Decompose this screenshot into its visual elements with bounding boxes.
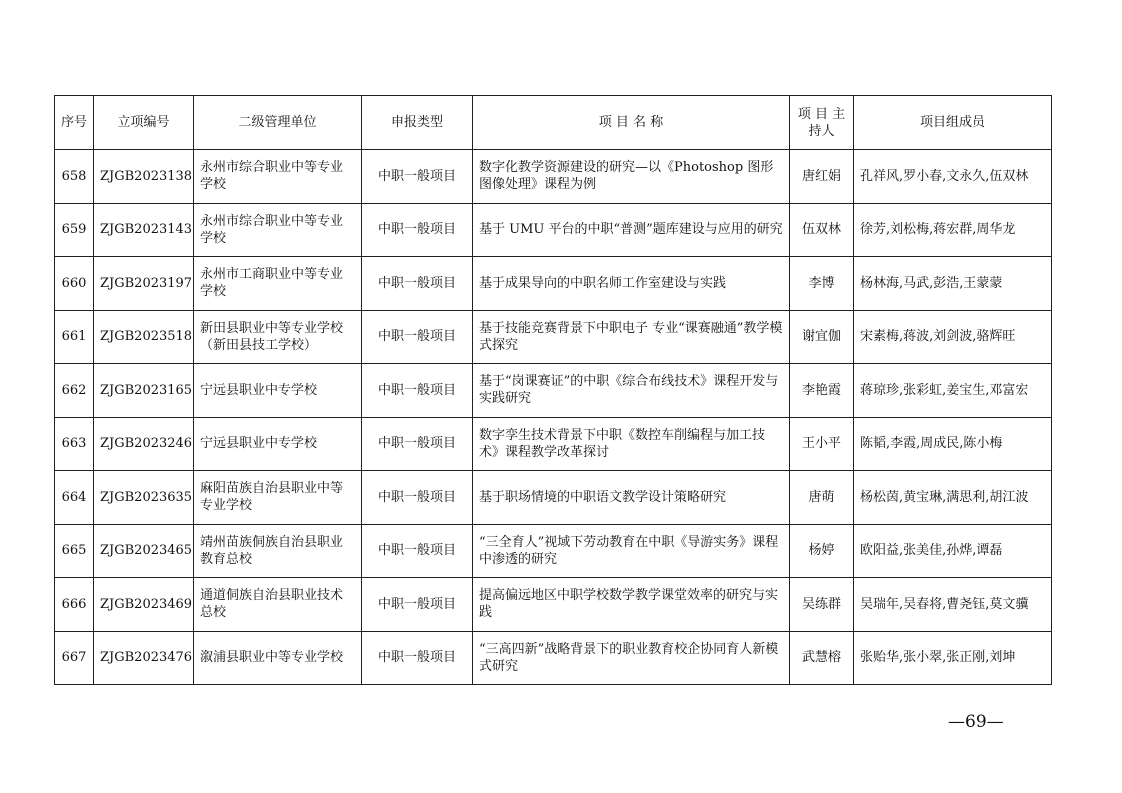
cell-unit: 宁远县职业中专学校 (194, 417, 362, 471)
table-row (55, 257, 1052, 311)
cell-project-name: 基于职场情境的中职语文教学设计策略研究 (473, 471, 790, 525)
cell-project-name: 提高偏远地区中职学校数学教学课堂效率的研究与实践 (473, 578, 790, 632)
cell-project-name: 基于技能竞赛背景下中职电子 专业“课赛融通”教学模式探究 (473, 310, 790, 364)
cell-type: 中职一般项目 (362, 150, 473, 204)
cell-host: 李博 (790, 257, 854, 311)
page-number: —69— (948, 712, 1004, 732)
cell-unit: 靖州苗族侗族自治县职业教育总校 (194, 524, 362, 578)
cell-members: 杨林海,马武,彭浩,王蒙蒙 (854, 257, 1052, 311)
cell-host: 杨婷 (790, 524, 854, 578)
cell-type: 中职一般项目 (362, 471, 473, 525)
cell-type: 中职一般项目 (362, 417, 473, 471)
table-row (55, 631, 1052, 685)
cell-host: 武慧榕 (790, 631, 854, 685)
cell-members: 杨松茵,黄宝琳,满思利,胡江波 (854, 471, 1052, 525)
cell-seq: 659 (55, 203, 94, 257)
header-name: 项 目 名 称 (473, 96, 790, 150)
cell-members: 蒋琼珍,张彩虹,姜宝生,邓富宏 (854, 364, 1052, 418)
cell-host: 伍双林 (790, 203, 854, 257)
cell-project-name: 数字孪生技术背景下中职《数控车削编程与加工技术》课程教学改革探讨 (473, 417, 790, 471)
cell-host: 李艳霞 (790, 364, 854, 418)
cell-type: 中职一般项目 (362, 631, 473, 685)
cell-members: 孔祥风,罗小春,文永久,伍双林 (854, 150, 1052, 204)
cell-seq: 666 (55, 578, 94, 632)
header-seq: 序号 (55, 96, 94, 150)
cell-unit: 永州市综合职业中等专业学校 (194, 150, 362, 204)
cell-seq: 665 (55, 524, 94, 578)
cell-host: 谢宜伽 (790, 310, 854, 364)
cell-seq: 664 (55, 471, 94, 525)
cell-host: 唐红娟 (790, 150, 854, 204)
table-row (55, 310, 1052, 364)
table-row (55, 364, 1052, 418)
cell-seq: 663 (55, 417, 94, 471)
cell-code: ZJGB2023138 (94, 150, 194, 204)
cell-type: 中职一般项目 (362, 578, 473, 632)
cell-unit: 永州市工商职业中等专业学校 (194, 257, 362, 311)
cell-host: 王小平 (790, 417, 854, 471)
table-row (55, 203, 1052, 257)
table-row (55, 471, 1052, 525)
table-row (55, 417, 1052, 471)
cell-project-name: “三全育人”视域下劳动教育在中职《导游实务》课程中渗透的研究 (473, 524, 790, 578)
cell-seq: 662 (55, 364, 94, 418)
cell-seq: 661 (55, 310, 94, 364)
cell-code: ZJGB2023469 (94, 578, 194, 632)
cell-members: 张贻华,张小翠,张正刚,刘坤 (854, 631, 1052, 685)
cell-type: 中职一般项目 (362, 203, 473, 257)
cell-code: ZJGB2023476 (94, 631, 194, 685)
cell-code: ZJGB2023197 (94, 257, 194, 311)
cell-members: 宋素梅,蒋波,刘剑波,骆辉旺 (854, 310, 1052, 364)
table-row (55, 150, 1052, 204)
cell-seq: 660 (55, 257, 94, 311)
cell-project-name: 基于成果导向的中职名师工作室建设与实践 (473, 257, 790, 311)
cell-unit: 新田县职业中等专业学校（新田县技工学校） (194, 310, 362, 364)
table-row (55, 524, 1052, 578)
cell-unit: 永州市综合职业中等专业学校 (194, 203, 362, 257)
header-members: 项目组成员 (854, 96, 1052, 150)
cell-unit: 麻阳苗族自治县职业中等专业学校 (194, 471, 362, 525)
header-type: 申报类型 (362, 96, 473, 150)
table-row (55, 578, 1052, 632)
cell-host: 唐萌 (790, 471, 854, 525)
cell-code: ZJGB2023246 (94, 417, 194, 471)
cell-members: 欧阳益,张美佳,孙烨,谭磊 (854, 524, 1052, 578)
cell-members: 陈韬,李霞,周成民,陈小梅 (854, 417, 1052, 471)
cell-project-name: 数字化教学资源建设的研究—以《Photoshop 图形图像处理》课程为例 (473, 150, 790, 204)
cell-code: ZJGB2023465 (94, 524, 194, 578)
projects-table (54, 95, 1052, 685)
cell-type: 中职一般项目 (362, 364, 473, 418)
cell-project-name: 基于 UMU 平台的中职“普测”题库建设与应用的研究 (473, 203, 790, 257)
header-unit: 二级管理单位 (194, 96, 362, 150)
cell-code: ZJGB2023635 (94, 471, 194, 525)
cell-code: ZJGB2023165 (94, 364, 194, 418)
cell-host: 吴练群 (790, 578, 854, 632)
cell-type: 中职一般项目 (362, 524, 473, 578)
cell-unit: 宁远县职业中专学校 (194, 364, 362, 418)
cell-project-name: “三高四新”战略背景下的职业教育校企协同育人新模式研究 (473, 631, 790, 685)
header-code: 立项编号 (94, 96, 194, 150)
cell-project-name: 基于“岗课赛证”的中职《综合布线技术》课程开发与实践研究 (473, 364, 790, 418)
cell-type: 中职一般项目 (362, 310, 473, 364)
cell-unit: 溆浦县职业中等专业学校 (194, 631, 362, 685)
cell-code: ZJGB2023518 (94, 310, 194, 364)
header-host: 项 目 主持人 (790, 96, 854, 150)
cell-seq: 667 (55, 631, 94, 685)
table-header-row (55, 96, 1052, 150)
cell-unit: 通道侗族自治县职业技术总校 (194, 578, 362, 632)
cell-members: 徐芳,刘松梅,蒋宏群,周华龙 (854, 203, 1052, 257)
cell-code: ZJGB2023143 (94, 203, 194, 257)
cell-seq: 658 (55, 150, 94, 204)
cell-type: 中职一般项目 (362, 257, 473, 311)
cell-members: 吴瑞年,吴春将,曹尧钰,莫文骥 (854, 578, 1052, 632)
